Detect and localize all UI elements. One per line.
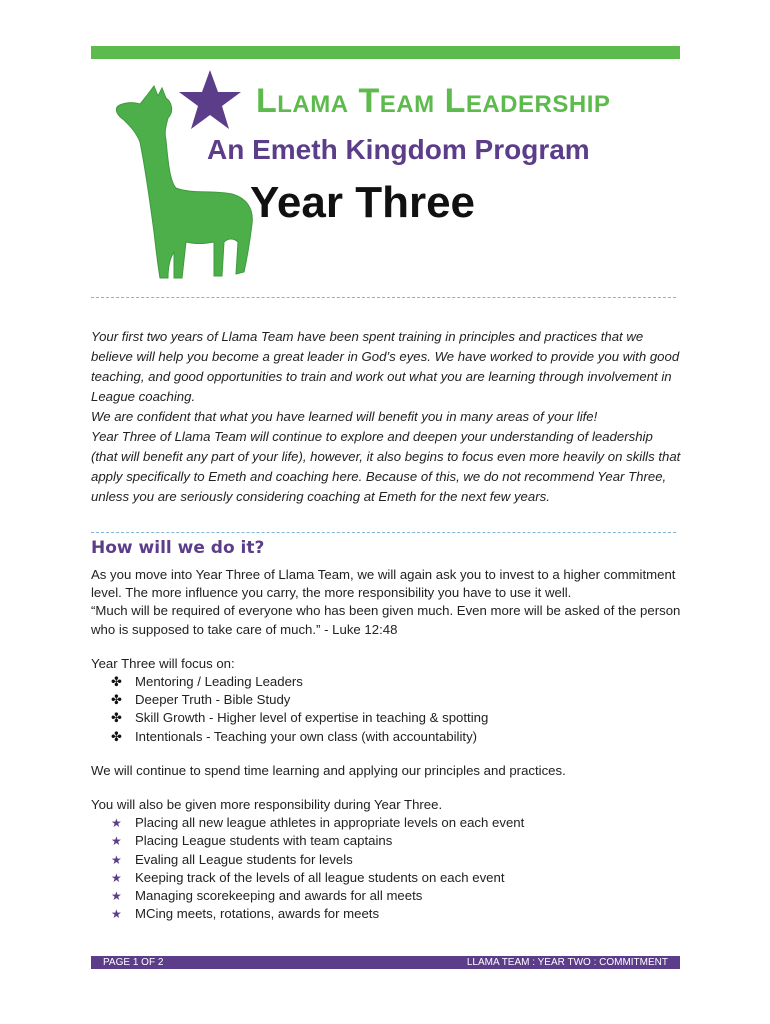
divider-middle	[91, 532, 676, 533]
focus-intro: Year Three will focus on:	[91, 655, 235, 671]
list-item: ✤ Deeper Truth - Bible Study	[111, 691, 681, 709]
list-item: ★ Keeping track of the levels of all league students on each event	[111, 869, 681, 887]
divider-top	[91, 297, 676, 298]
program-subtitle: An Emeth Kingdom Program	[207, 134, 590, 165]
footer-label: LLAMA TEAM : YEAR TWO : COMMITMENT	[466, 957, 668, 968]
clover-bullet-icon: ✤	[111, 692, 122, 708]
scripture-quote: “Much will be required of everyone who has been given much. Even more will be asked of the person who is supposed to take care of much.” - Luke 12:48	[91, 603, 681, 637]
section-body	[91, 566, 681, 923]
star-icon	[178, 68, 242, 132]
responsibility-intro: You will also be given more responsibility during Year Three.	[91, 797, 443, 813]
clover-bullet-icon: ✤	[111, 710, 122, 726]
small-star-bullet-icon: ★	[111, 816, 122, 831]
small-star-bullet-icon: ★	[111, 889, 122, 904]
list-item: ✤ Intentionals - Teaching your own class (with accountability)	[111, 728, 681, 746]
small-star-bullet-icon: ★	[111, 907, 122, 922]
list-item: ★ Evaling all League students for levels	[111, 851, 681, 869]
list-item: ★ Placing League students with team captains	[111, 832, 681, 850]
intro-paragraph: Your first two years of Llama Team have been spent training in principles and practices that we believe will help you become a great leader in God’s eyes. We have worked to provide you with good teaching, and good opportunities to train and work out what you are learning through involvement in League coaching.	[91, 329, 680, 404]
continue-paragraph: We will continue to spend time learning and applying our principles and practices.	[91, 762, 566, 778]
page-number: PAGE 1 OF 2	[103, 957, 164, 968]
focus-list	[91, 673, 681, 746]
year-title: Year Three	[250, 178, 476, 227]
small-star-bullet-icon: ★	[111, 852, 122, 867]
intro-text	[91, 327, 681, 507]
intro-paragraph: We are confident that what you have learned will benefit you in many areas of your life!	[91, 409, 598, 424]
page-footer	[91, 956, 680, 969]
responsibility-list	[91, 814, 681, 923]
list-item: ★ Placing all new league athletes in appropriate levels on each event	[111, 814, 681, 832]
small-star-bullet-icon: ★	[111, 834, 122, 849]
top-accent-bar	[91, 46, 680, 59]
small-star-bullet-icon: ★	[111, 870, 122, 885]
list-item: ✤ Mentoring / Leading Leaders	[111, 673, 681, 691]
program-brand-title: Llama Team Leadership	[256, 82, 611, 120]
list-item: ★ MCing meets, rotations, awards for meets	[111, 905, 681, 923]
list-item: ✤ Skill Growth - Higher level of expertise in teaching & spotting	[111, 709, 681, 727]
section-heading: How will we do it?	[91, 538, 265, 558]
intro-paragraph: Year Three of Llama Team will continue to explore and deepen your understanding of leadership (that will benefit any part of your life), however, it also begins to focus even more heavily on skills that apply specifically to Emeth and coaching here. Because of this, we do not recommend Year Three, unless you are seriously considering coaching at Emeth for the next few years.	[91, 429, 681, 504]
clover-bullet-icon: ✤	[111, 674, 122, 690]
commitment-paragraph: As you move into Year Three of Llama Team, we will again ask you to invest to a higher commitment level. The more influence you carry, the more responsibility you have to use it well.	[91, 567, 676, 601]
list-item: ★ Managing scorekeeping and awards for all meets	[111, 887, 681, 905]
clover-bullet-icon: ✤	[111, 728, 122, 744]
